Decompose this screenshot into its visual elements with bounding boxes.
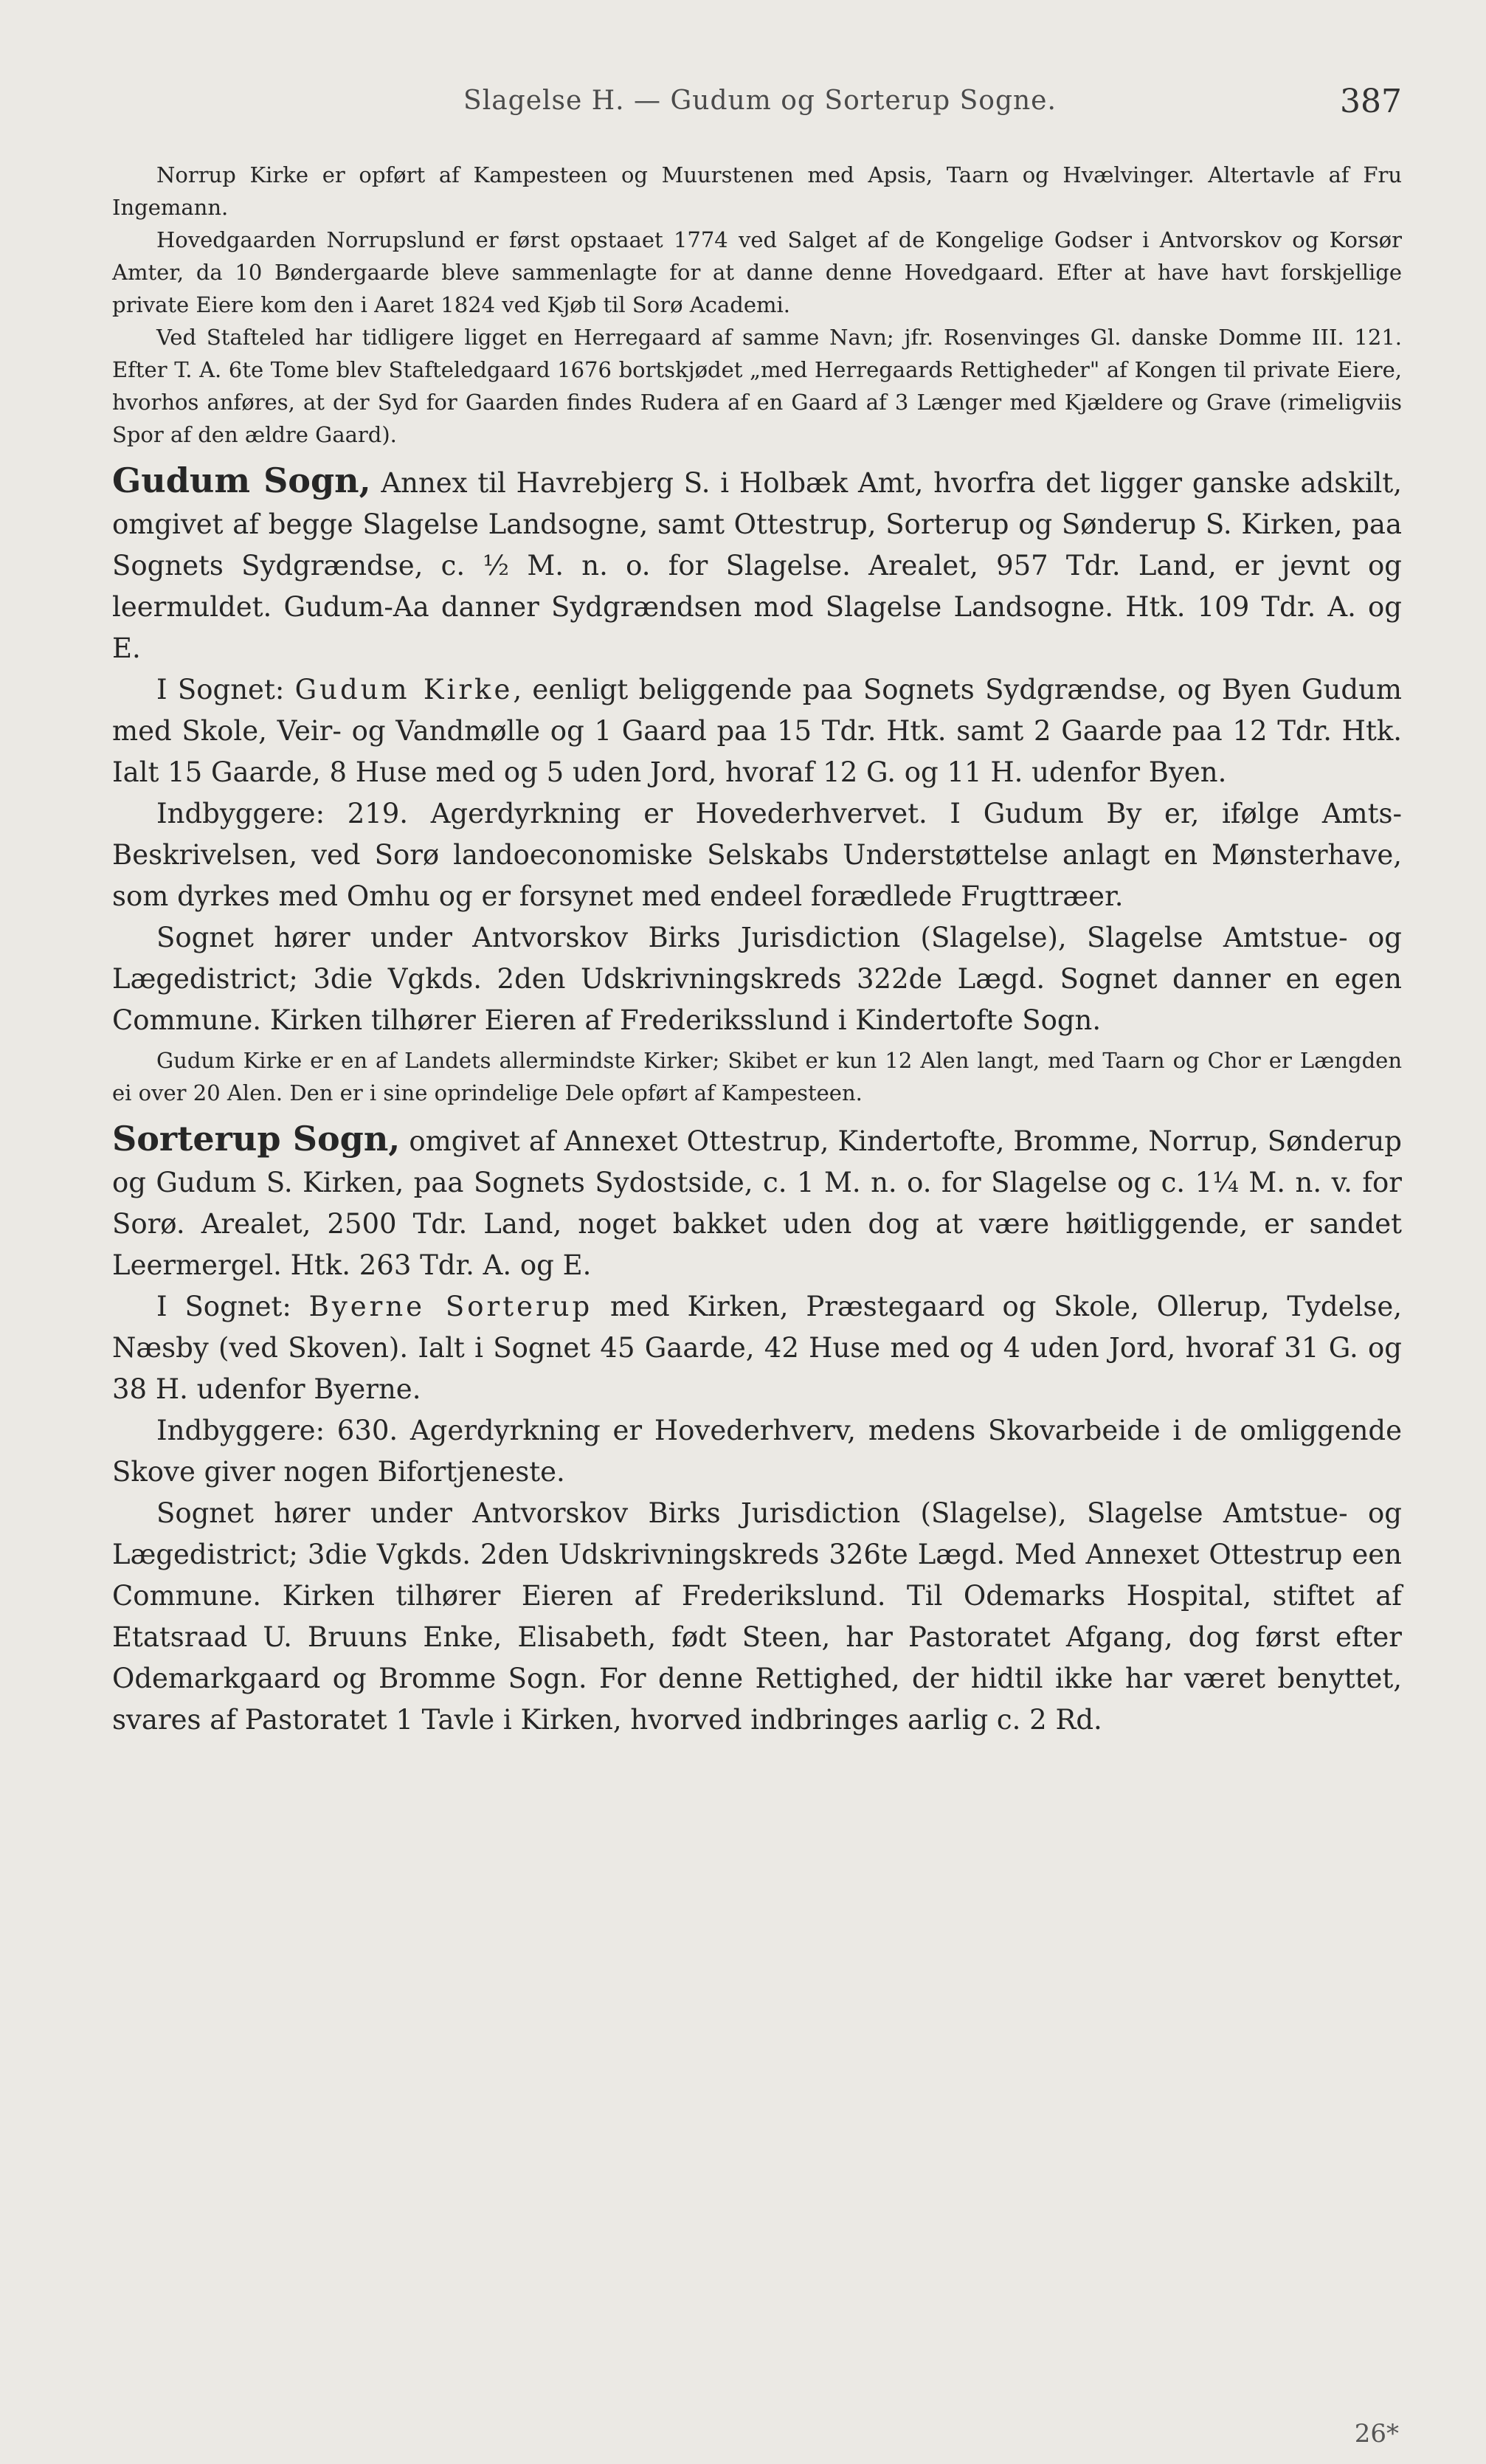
sorterup-intro-text: omgivet af Annexet Ottestrup, Kindertofte, Bromme, Norrup, Sønderup og Gudum S. Kirken, paa Sognets Sydostside, c. 1 M. n. o. for Slagelse og c. 1¼ M. n. v. for Sorø. Arealet, 2500 Tdr. Land, noget bakket uden dog at være høitliggende, er sandet Leermergel. Htk. 263 Tdr. A. og E. bbox=[112, 1125, 1402, 1281]
stafteled-note: Ved Stafteled har tidligere ligget en Herregaard af samme Navn; jfr. Rosenvinges Gl. danske Domme III. 121. Efter T. A. 6te Tome blev Stafteledgaard 1676 bortskjødet „med Herregaards Rettigheder" af Kongen til private Eiere, hvorhos anføres, at der Syd for Gaarden findes Rudera af en Gaard af 3 Længer med Kjældere og Grave (rimeligviis Spor af den ældre Gaard). bbox=[112, 325, 1402, 447]
norrup-church-note: Norrup Kirke er opført af Kampesteen og Muurstenen med Apsis, Taarn og Hvælvinger. Altertavle af Fru Ingemann. bbox=[112, 162, 1402, 220]
page-body bbox=[112, 159, 1402, 1741]
running-title: Slagelse H. — Gudum og Sorterup Sogne. bbox=[463, 86, 1057, 116]
sorterup-places-text: med Kirken, Præstegaard og Skole, Ollerup, Tydelse, Næsby (ved Skoven). Ialt i Sognet 45 Gaarde, 42 Huse med og 4 uden Jord, hvoraf 31 G. og 38 H. udenfor Byerne. bbox=[112, 1291, 1402, 1405]
gudum-population-lead: Indbyggere: bbox=[156, 798, 348, 829]
gudum-places-text: , eenligt beliggende paa Sognets Sydgrændse, og Byen Gudum med Skole, Veir- og Vandmølle og 1 Gaard paa 15 Tdr. Htk. samt 2 Gaarde paa 12 Tdr. Htk. Ialt 15 Gaarde, 8 Huse med og 5 uden Jord, hvoraf 12 G. og 11 H. udenfor Byen. bbox=[112, 674, 1402, 788]
sorterup-population-text: 630. Agerdyrkning er Hovederhverv, medens Skovarbeide i de omliggende Skove giver nogen Bifortjeneste. bbox=[112, 1415, 1403, 1488]
sorterup-village-name: Byerne Sorterup bbox=[308, 1291, 593, 1322]
gudum-church-name: Gudum Kirke bbox=[294, 674, 514, 705]
gudum-places-lead: I Sognet: bbox=[156, 674, 295, 705]
sorterup-places bbox=[112, 1286, 1402, 1410]
norrupslund-note: Hovedgaarden Norrupslund er først opstaaet 1774 ved Salget af de Kongelige Godser i Antvorskov og Korsør Amter, da 10 Bøndergaarde bleve sammenlagte for at danne denne Hovedgaard. Efter at have havt forskjellige private Eiere kom den i Aaret 1824 ved Kjøb til Sorø Academi. bbox=[112, 227, 1402, 317]
sorterup-intro bbox=[112, 1118, 1402, 1286]
sorterup-section bbox=[112, 1118, 1402, 1741]
gudum-intro-text: Annex til Havrebjerg S. i Holbæk Amt, hvorfra det ligger ganske adskilt, omgivet af begge Slagelse Landsogne, samt Ottestrup, Sorterup og Sønderup S. Kirken, paa Sognets Sydgrændse, c. ½ M. n. o. for Slagelse. Arealet, 957 Tdr. Land, er jevnt og leermuldet. Gudum-Aa danner Sydgrændsen mod Slagelse Landsogne. Htk. 109 Tdr. A. og E. bbox=[112, 467, 1402, 664]
sorterup-heading: Sorterup Sogn, bbox=[112, 1119, 401, 1159]
sorterup-places-lead: I Sognet: bbox=[156, 1291, 309, 1322]
sorterup-administration: Sognet hører under Antvorskov Birks Jurisdiction (Slagelse), Slagelse Amtstue- og Lægedistrict; 3die Vgkds. 2den Udskrivningskreds 326te Lægd. Med Annexet Ottestrup een Commune. Kirken tilhører Eieren af Frederikslund. Til Odemarks Hospital, stiftet af Etatsraad U. Bruuns Enke, Elisabeth, født Steen, har Pastoratet Afgang, dog først efter Odemarkgaard og Bromme Sogn. For denne Rettighed, der hidtil ikke har været benyttet, svares af Pastoratet 1 Tavle i Kirken, hvorved indbringes aarlig c. 2 Rd. bbox=[112, 1497, 1402, 1736]
norrup-notes bbox=[112, 159, 1402, 451]
gudum-section bbox=[112, 460, 1402, 1041]
gudum-heading: Gudum Sogn, bbox=[112, 460, 371, 500]
gudum-church-note: Gudum Kirke er en af Landets allermindste Kirker; Skibet er kun 12 Alen langt, med Taarn og Chor er Længden ei over 20 Alen. Den er i sine oprindelige Dele opført af Kampesteen. bbox=[112, 1048, 1402, 1105]
running-header bbox=[118, 80, 1402, 124]
gudum-places bbox=[112, 669, 1402, 793]
signature-mark: 26* bbox=[1354, 2419, 1399, 2449]
gudum-intro bbox=[112, 460, 1402, 669]
gudum-note-block bbox=[112, 1044, 1402, 1109]
page-number: 387 bbox=[1340, 83, 1402, 120]
gudum-population-text: 219. Agerdyrkning er Hovederhvervet. I Gudum By er, ifølge Amts-Beskrivelsen, ved Sorø landoeconomiske Selskabs Understøttelse anlagt en Mønsterhave, som dyrkes med Omhu og er forsynet med endeel forædlede Frugttræer. bbox=[112, 798, 1402, 912]
gudum-administration: Sognet hører under Antvorskov Birks Jurisdiction (Slagelse), Slagelse Amtstue- og Lægedistrict; 3die Vgkds. 2den Udskrivningskreds 322de Lægd. Sognet danner en egen Commune. Kirken tilhører Eieren af Frederiksslund i Kindertofte Sogn. bbox=[112, 922, 1402, 1036]
gudum-population bbox=[112, 793, 1402, 917]
sorterup-population-lead: Indbyggere: bbox=[156, 1415, 337, 1446]
sorterup-population bbox=[112, 1410, 1402, 1493]
